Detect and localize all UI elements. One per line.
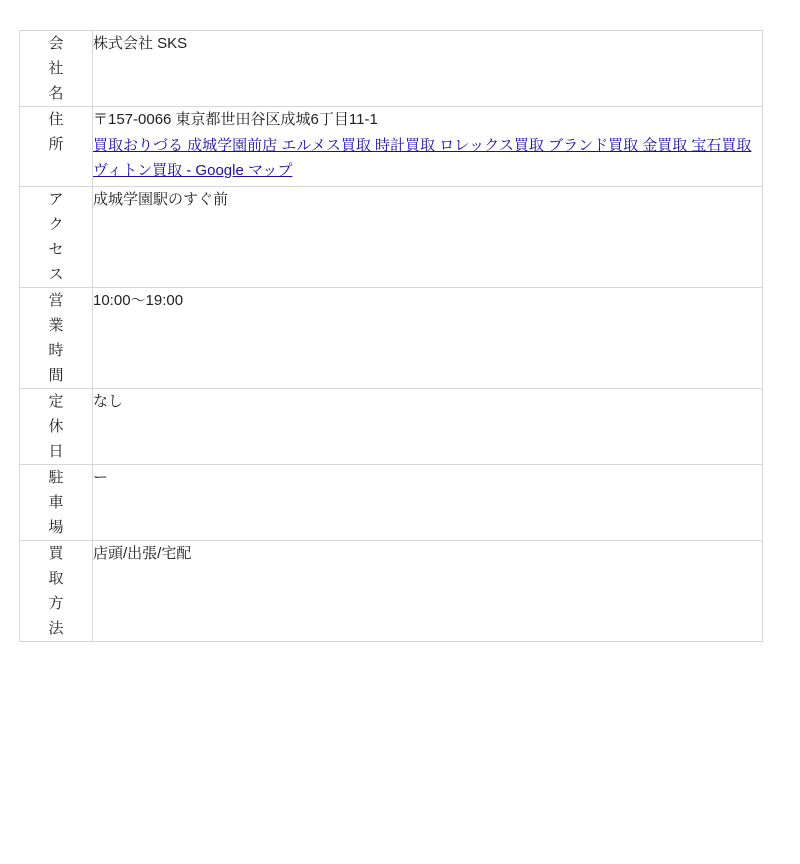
value-text: 店頭/出張/宅配 (93, 545, 192, 562)
label-text: 駐車場 (48, 469, 64, 536)
row-label-company-name (20, 31, 93, 107)
row-value-parking (93, 465, 763, 541)
value-text: なし (93, 393, 124, 410)
table-row (20, 389, 763, 465)
label-text: 買取方法 (48, 545, 64, 637)
table-row (20, 31, 763, 107)
table-row (20, 465, 763, 541)
label-text: 会社名 (48, 35, 64, 102)
label-text: 営業時間 (48, 292, 64, 384)
row-value-purchase-method (93, 541, 763, 642)
table-row (20, 187, 763, 288)
row-label-parking (20, 465, 93, 541)
value-text: 成城学園駅のすぐ前 (93, 191, 229, 208)
value-text: 株式会社 SKS (93, 35, 188, 52)
row-label-purchase-method (20, 541, 93, 642)
value-text: 10:00〜19:00 (93, 292, 184, 309)
row-label-holiday (20, 389, 93, 465)
row-value-holiday (93, 389, 763, 465)
label-text: 定休日 (48, 393, 64, 460)
label-text: アクセス (48, 191, 64, 283)
table-row (20, 107, 763, 187)
label-text: 住所 (48, 111, 64, 153)
store-info-table (19, 30, 763, 642)
row-value-address (93, 107, 763, 187)
address-text: 〒157-0066 東京都世田谷区成城6丁目11-1 (93, 111, 378, 128)
row-value-business-hours (93, 288, 763, 389)
row-value-access (93, 187, 763, 288)
google-maps-link[interactable]: 買取おりづる 成城学園前店 エルメス買取 時計買取 ロレックス買取 ブランド買取 金買取 宝石買取 ヴィトン買取 - Google マップ (93, 137, 752, 179)
value-text: ー (93, 469, 109, 486)
row-label-access (20, 187, 93, 288)
row-label-business-hours (20, 288, 93, 389)
table-row (20, 288, 763, 389)
row-value-company-name (93, 31, 763, 107)
row-label-address (20, 107, 93, 187)
table-row (20, 541, 763, 642)
